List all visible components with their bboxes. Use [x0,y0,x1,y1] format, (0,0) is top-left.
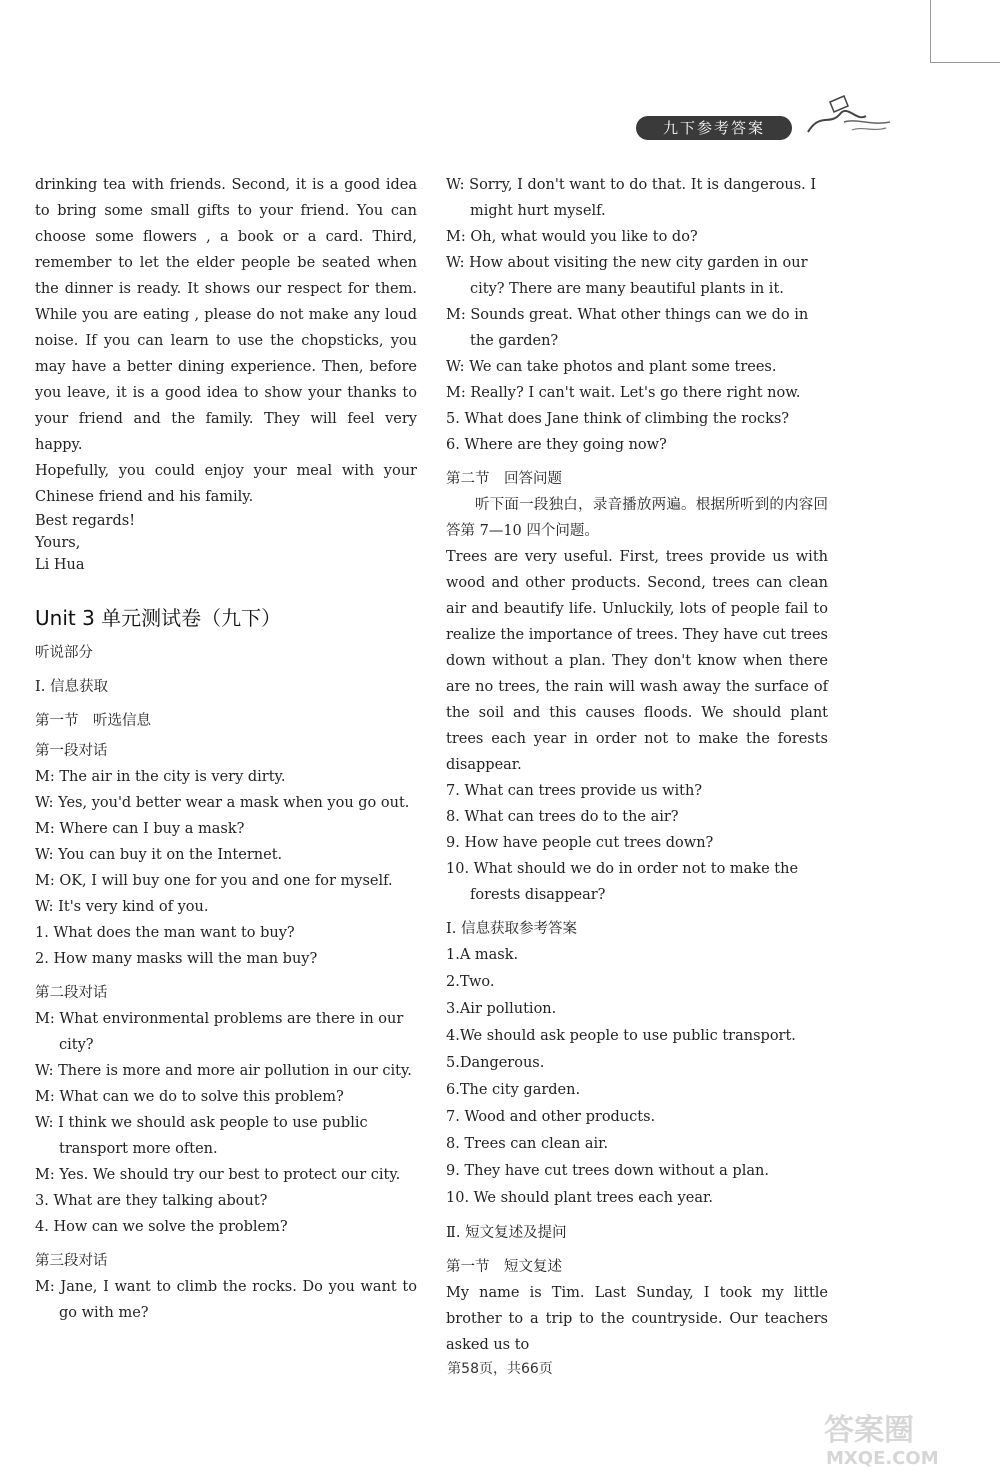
dialogue-line: W: How about visiting the new city garden in our city? There are many beautiful plants in it. [446,255,808,297]
answer-line: 1.A mask. [446,947,519,963]
question-line: 7. What can trees provide us with? [446,783,703,799]
subsection-heading: 第二节 回答问题 [446,471,562,487]
dialogue-line: M: Sounds great. What other things can we do in the garden? [446,307,809,349]
dialogue-line: W: You can buy it on the Internet. [35,847,283,863]
monologue-text: Trees are very useful. First, trees provide us with wood and other products. Second, trees can clean air and beautify life. Unluckily, lots of people fail to realize the importance of trees. They have cut trees down without a plan. They don't know when there are no trees, the rain will wash away the surface of the soil and this causes floods. We should plant trees each year in order not to make the forests disappear. [446,549,828,773]
answer-line: 9. They have cut trees down without a plan. [446,1163,769,1179]
part-heading: 听说部分 [35,645,93,661]
question-line: 8. What can trees do to the air? [446,809,679,825]
answer-line: 10. We should plant trees each year. [446,1190,713,1206]
dialogue-line: M: Yes. We should try our best to protect our city. [35,1167,401,1183]
subsection-heading: 第一节 短文复述 [446,1259,562,1275]
closing-line: Li Hua [35,557,85,573]
dialogue-title: 第一段对话 [35,743,108,759]
closing-line: Best regards! [35,513,136,529]
crop-mark-horizontal [930,62,1000,63]
question-line: 4. How can we solve the problem? [35,1219,288,1235]
section-heading: Ⅰ. 信息获取 [35,679,108,695]
answer-line: 2.Two. [446,974,495,990]
question-line: 9. How have people cut trees down? [446,835,714,851]
watermark-text-cn: 答案圈 [824,1413,914,1448]
question-line: 5. What does Jane think of climbing the rocks? [446,411,790,427]
right-column [446,172,828,1358]
watermark-text-en: MXQE.COM [826,1448,939,1468]
dialogue-line: M: The air in the city is very dirty. [35,769,286,785]
answer-line: 7. Wood and other products. [446,1109,656,1125]
pen-logo-icon [800,92,896,142]
answer-line: 5.Dangerous. [446,1055,545,1071]
closing-line: Yours, [35,535,81,551]
dialogue-line: W: Yes, you'd better wear a mask when you go out. [35,795,410,811]
retell-text: My name is Tim. Last Sunday, I took my little brother to a trip to the countryside. Our teachers asked us to [446,1285,828,1353]
dialogue-line: M: Where can I buy a mask? [35,821,245,837]
answers-heading: Ⅰ. 信息获取参考答案 [446,921,577,937]
answer-line: 4.We should ask people to use public transport. [446,1028,796,1044]
letter-paragraph: Hopefully, you could enjoy your meal with your Chinese friend and his family. [35,463,417,505]
dialogue-line: M: OK, I will buy one for you and one for myself. [35,873,393,889]
question-line: 6. Where are they going now? [446,437,667,453]
answer-line: 8. Trees can clean air. [446,1136,609,1152]
dialogue-line: W: There is more and more air pollution in our city. [35,1063,412,1079]
left-column [35,172,417,1326]
dialogue-line: M: Really? I can't wait. Let's go there right now. [446,385,801,401]
watermark-logo [820,1404,980,1468]
letter-paragraph: drinking tea with friends. Second, it is a good idea to bring some small gifts to your friend. You can choose some flowers , a book or a card. Third, remember to let the elder people be seated when the dinner is ready. It shows our respect for them. While you are eating , please do not make any loud noise. If you can learn to use the chopsticks, you may have a better dining experience. Then, before you leave, it is a good idea to show your thanks to your friend and the family. They will feel very happy. [35,177,417,453]
unit-title: Unit 3 单元测试卷（九下） [35,606,282,630]
dialogue-line: W: Sorry, I don't want to do that. It is dangerous. I might hurt myself. [446,177,817,219]
dialogue-line: M: What can we do to solve this problem? [35,1089,344,1105]
question-line: 10. What should we do in order not to make the forests disappear? [446,861,799,903]
header-badge: 九下参考答案 [636,116,792,140]
dialogue-line: W: I think we should ask people to use public transport more often. [35,1115,368,1157]
dialogue-line: M: Oh, what would you like to do? [446,229,698,245]
dialogue-line: M: Jane, I want to climb the rocks. Do you want to go with me? [35,1279,417,1321]
page-number: 第58页，共66页 [447,1361,553,1377]
instruction-text: 听下面一段独白，录音播放两遍。根据所听到的内容回答第 7—10 四个问题。 [446,497,828,539]
answer-line: 6.The city garden. [446,1082,581,1098]
question-line: 2. How many masks will the man buy? [35,951,318,967]
crop-mark-vertical [930,0,931,62]
question-line: 3. What are they talking about? [35,1193,268,1209]
answer-line: 3.Air pollution. [446,1001,557,1017]
question-line: 1. What does the man want to buy? [35,925,295,941]
subsection-heading: 第一节 听选信息 [35,713,151,729]
dialogue-line: M: What environmental problems are there in our city? [35,1011,404,1053]
dialogue-line: W: We can take photos and plant some trees. [446,359,777,375]
dialogue-title: 第二段对话 [35,985,108,1001]
dialogue-title: 第三段对话 [35,1253,108,1269]
dialogue-line: W: It's very kind of you. [35,899,209,915]
section-heading: Ⅱ. 短文复述及提问 [446,1225,567,1241]
